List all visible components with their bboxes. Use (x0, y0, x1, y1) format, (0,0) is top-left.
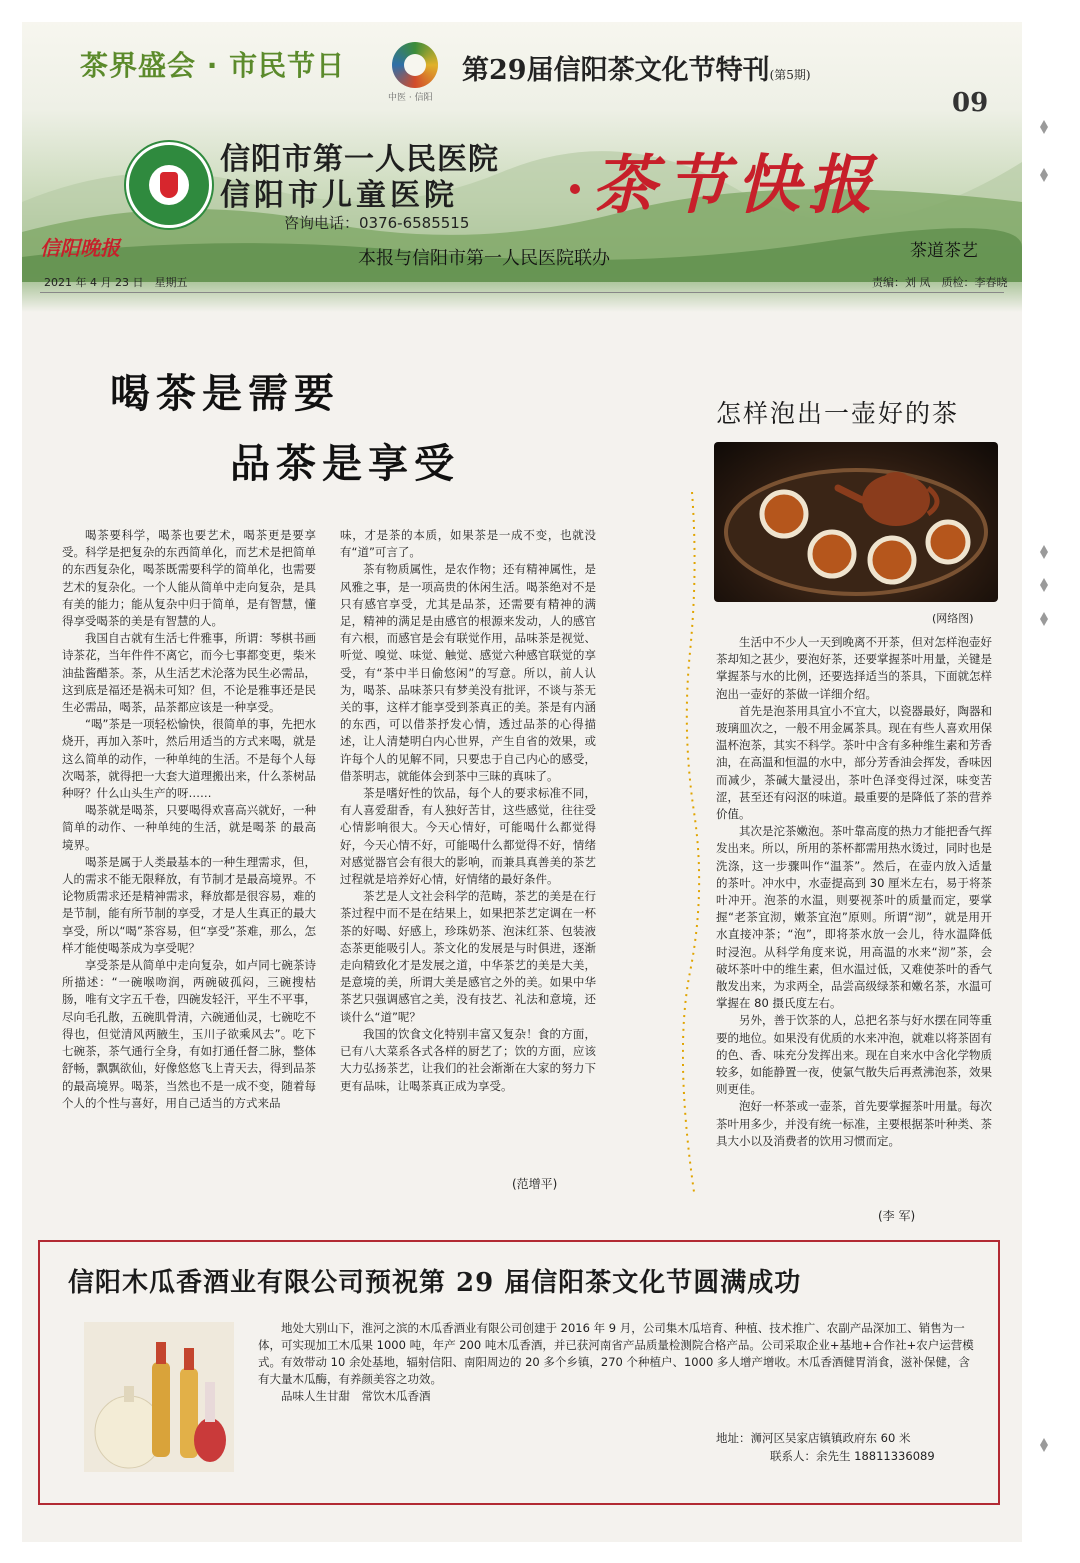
dotted-divider (682, 492, 702, 1192)
paragraph: “喝”茶是一项轻松愉快，很简单的事，先把水烧开，再加入茶叶，然后用适当的方式来喝，就是这么简单的动作，一种单纯的生活。不是每个人每次喝茶，就得把一大套大道理搬出来，什么茶树品种呀？什么山头生产的呀…… (62, 717, 316, 801)
paragraph: 喝茶是属于人类最基本的一种生理需求，但，人的需求不能无限释放，有节制才是最高境界。不论物质需求还是精神需求，释放都是很容易，难的是节制，能有所节制的享受，才是人生真正的最大享受，所以“喝”茶容易，但“享受”茶难，那么，怎样才能使喝茶成为享受呢？ (62, 854, 316, 955)
paragraph: 茶艺是人文社会科学的范畴，茶艺的美是在行茶过程中而不是在结果上，如果把茶艺定调在一杯茶的好喝、好感上，珍珠奶茶、泡沫红茶、包装液态茶更能吸引人。茶文化的发展是与时俱进，逐渐走向精致化才是发展之道，中华茶艺的美是大美，是意境的美，所谓大美是感官之外的美。如果中华茶艺只强调感官之美，没有技艺、礼法和意境，还谈什么“道”呢？ (340, 889, 596, 1024)
co-host-line: 本报与信阳市第一人民医院联办 (358, 248, 610, 269)
article-1-byline: (范增平) (512, 1177, 558, 1191)
margin-diamond-icon (1040, 578, 1048, 592)
paragraph: 喝茶要科学，喝茶也要艺术，喝茶更是要享受。科学是把复杂的东西简单化，而艺术是把简单的东西复杂化，喝茶既需要科学的简单化，也需要艺术的复杂化。一个人能从简单中走向复杂，是具有美的能力；能从复杂中归于简单，是有智慧，懂得享受喝茶的美是有智慧的人。 (62, 528, 316, 629)
article-1-column-1 (62, 527, 316, 1112)
margin-diamond-icon (1040, 168, 1048, 182)
advertisement-body (258, 1320, 974, 1405)
article-2-body (716, 634, 992, 1150)
paragraph: 味，才是茶的本质，如果茶是一成不变，也就没有“道”可言了。 (340, 528, 596, 560)
festival-logo-caption: 中医 · 信阳 (388, 93, 433, 103)
paragraph: 地处大别山下，淮河之滨的木瓜香酒业有限公司创建于 2016 年 9 月，公司集木瓜培育、种植、技术推广、农副产品深加工、销售为一体，可实现加工木瓜果 1000 吨，年产 200 吨木瓜香酒，并已获河南省产品质量检测院合格产品。公司采取企业+基地+合作社+农户运营模式。有效带动 10 余处基地，辐射信阳、南阳周边的 20 多个乡镇，270 个种植户、1000 多人增产增收。木瓜香酒健胃消食，滋补保健，含有大量木瓜酶，有养颜美容之功效。 (258, 1321, 974, 1386)
advertisement-contact: 联系人：余先生 18811336089 (770, 1449, 935, 1463)
consult-phone: 咨询电话：0376-6585515 (284, 214, 470, 232)
margin-diamond-icon (1040, 612, 1048, 626)
margin-diamond-icon (1040, 120, 1048, 134)
paragraph: 泡好一杯茶或一壶茶，首先要掌握茶叶用量。每次茶叶用多少，并没有统一标准，主要根据茶叶种类、茶具大小以及消费者的饮用习惯而定。 (716, 1099, 992, 1148)
paragraph: 茶有物质属性，是农作物；还有精神属性，是风雅之事，是一项高贵的休闲生活。喝茶绝对不是只有感官享受，尤其是品茶，还需要有精神的满足，精神的满足是由感官的根源来发动，人的感官有六根，而感官是会有联觉作用，品味茶是视觉、听觉、嗅觉、味觉、触觉、感觉六种感官联觉的享受，有“茶中半日偷悠闲”的写意。所以，前人认为，喝茶、品味茶只有梦美没有批评，不谈与茶无关的事，这样才能享受到茶真正的美。茶是有内涵的东西，可以借茶抒发心情，透过品茶的心得描述，让人清楚明白内心世界，产生自省的效果，或许每个人的见解不同，只要忠于自己内心的感受，借茶明志，就能体会到茶中三昧的真味了。 (340, 562, 596, 783)
separator-dot (570, 184, 580, 194)
special-issue-title (462, 48, 811, 87)
paragraph: 喝茶就是喝茶，只要喝得欢喜高兴就好，一种简单的动作、一种单纯的生活，就是喝茶 的最高境界。 (62, 803, 316, 852)
advertisement-title: 信阳木瓜香酒业有限公司预祝第 29 届信阳茶文化节圆满成功 (68, 1268, 802, 1298)
paragraph: 生活中不少人一天到晚离不开茶，但对怎样泡壶好茶却知之甚少，要泡好茶，还要掌握茶叶用量，关键是掌握茶与水的比例，还要选择适当的茶具，下面就怎样泡出一壶好的茶做一详细介绍。 (716, 635, 992, 701)
masthead-header (22, 22, 1022, 312)
issue-date: 2021 年 4 月 23 日 星期五 (44, 276, 188, 289)
article-2-title: 怎样泡出一壶好的茶 (716, 399, 960, 428)
paragraph: 其次是沱茶嫩泡。茶叶靠高度的热力才能把香气挥发出来。所以，所用的茶杯都需用热水烫过，同时也是洗涤，这一步骤叫作“温茶”。然后，在壶内放入适量的茶叶。冲水中，水壶提高到 30 厘米左右，易于将茶叶冲开。泡茶的水温，则要视茶叶的质量而定，要掌握“老茶宜沏，嫩茶宜泡”原则。所谓“沏”，就是用开水直接冲茶；“泡”，即将茶水放一会儿，待水温降低时浸泡。从科学角度来说，用高温的水来“沏”茶，会破坏茶叶中的维生素，但水温过低，又难使茶叶的香气散发出来，为求两全，品尝高级绿茶和嫩名茶，水温可掌握在 80 摄氏度左右。 (716, 824, 992, 1011)
article-1-headline-line-1: 喝茶是需要 (110, 370, 340, 417)
tea-set-photo (714, 442, 998, 602)
editor-credits: 责编：刘 凤 质检：李春晓 (872, 276, 1008, 289)
special-issue-number: (第5期) (769, 68, 811, 82)
paragraph: 我国的饮食文化特别丰富又复杂！食的方面，已有八大菜系各式各样的厨艺了；饮的方面，应该大力弘扬茶艺，让我们的社会渐渐在大家的努力下更有品味，让喝茶真正成为享受。 (340, 1026, 596, 1093)
slogan: 品味人生甘甜 常饮木瓜香酒 (281, 1389, 431, 1403)
hospital-emblem-icon (126, 142, 212, 228)
margin-diamond-icon (1040, 545, 1048, 559)
section-name: 茶道茶艺 (910, 241, 978, 261)
paragraph: 茶是嗜好性的饮品，每个人的要求标准不同，有人喜爱甜香，有人独好苦甘，这些感觉，往往受心情影响很大。今天心情好，可能喝什么都觉得好，今天心情不好，可能喝什么都觉得不好，情绪对感觉器官会有很大的影响，而兼具真善美的茶艺过程就是培养好心情，好情绪的最好条件。 (340, 786, 596, 887)
article-1-headline-line-2: 品茶是享受 (230, 440, 460, 487)
newspaper-logo: 信阳晚报 (40, 236, 120, 260)
photo-caption: (网络图) (932, 612, 974, 625)
article-2-byline: (李 军) (878, 1209, 916, 1223)
header-divider (40, 292, 1004, 293)
column-title: 茶节快报 (592, 148, 880, 223)
paragraph: 我国自古就有生活七件雅事，所谓：琴棋书画诗茶花，当年件件不离它，而今七事都变更，柴米油盐酱醋茶。茶，从生活艺术沦落为民生必需品，这到底是福还是祸未可知？但，不论是雅事还是民生必需品，喝茶，品茶都应该是一种享受。 (62, 631, 316, 715)
festival-logo-icon (392, 42, 438, 88)
paragraph: 享受茶是从简单中走向复杂，如卢同七碗茶诗所描述：“一碗喉吻润，两碗破孤闷，三碗搜枯肠，唯有文字五千卷，四碗发轻汗，平生不平事，尽向毛孔散，五碗肌骨清，六碗通仙灵，七碗吃不得也，但觉清风两腋生，玉川子欲乘风去”。吃下七碗茶，茶气通行全身，有如打通任督二脉，整体舒畅，飘飘欲仙，好像悠悠飞上青天去，得到品茶的最高境界。喝茶，当然也不是一成不变，随着每个人的个性与喜好，用自己适当的方式来品 (62, 958, 316, 1110)
hospital-name-1: 信阳市第一人民医院 (220, 142, 499, 177)
page-number: 09 (952, 88, 989, 118)
special-issue-name: 第29届信阳茶文化节特刊 (462, 55, 770, 86)
festival-banner-slogan: 茶界盛会 · 市民节日 (80, 49, 346, 82)
paragraph: 另外，善于饮茶的人，总把名茶与好水摆在同等重要的地位。如果没有优质的水来冲泡，就难以将茶固有的色、香、味充分发挥出来。现在自来水中含化学物质较多，如能静置一夜，使氯气散失后再煮沸泡茶，效果则更佳。 (716, 1013, 992, 1097)
advertisement-address: 地址：浉河区吴家店镇镇政府东 60 米 (716, 1431, 911, 1445)
hospital-name-2: 信阳市儿童医院 (220, 178, 458, 213)
article-1-column-2 (340, 527, 596, 1095)
newspaper-page (22, 22, 1022, 1542)
liquor-bottles-photo (84, 1322, 234, 1472)
paragraph: 首先是泡茶用具宜小不宜大，以瓷器最好，陶器和玻璃皿次之，一般不用金属茶具。现在有些人喜欢用保温杯泡茶，其实不科学。茶叶中含有多种维生素和芳香油，在高温和恒温的水中，部分芳香油会挥发，香味因而减少，茶碱大量浸出，茶叶色泽变得过深，味变苦涩，甚至还有闷沤的味道。最重要的是降低了茶的营养价值。 (716, 703, 992, 822)
margin-diamond-icon (1040, 1438, 1048, 1452)
